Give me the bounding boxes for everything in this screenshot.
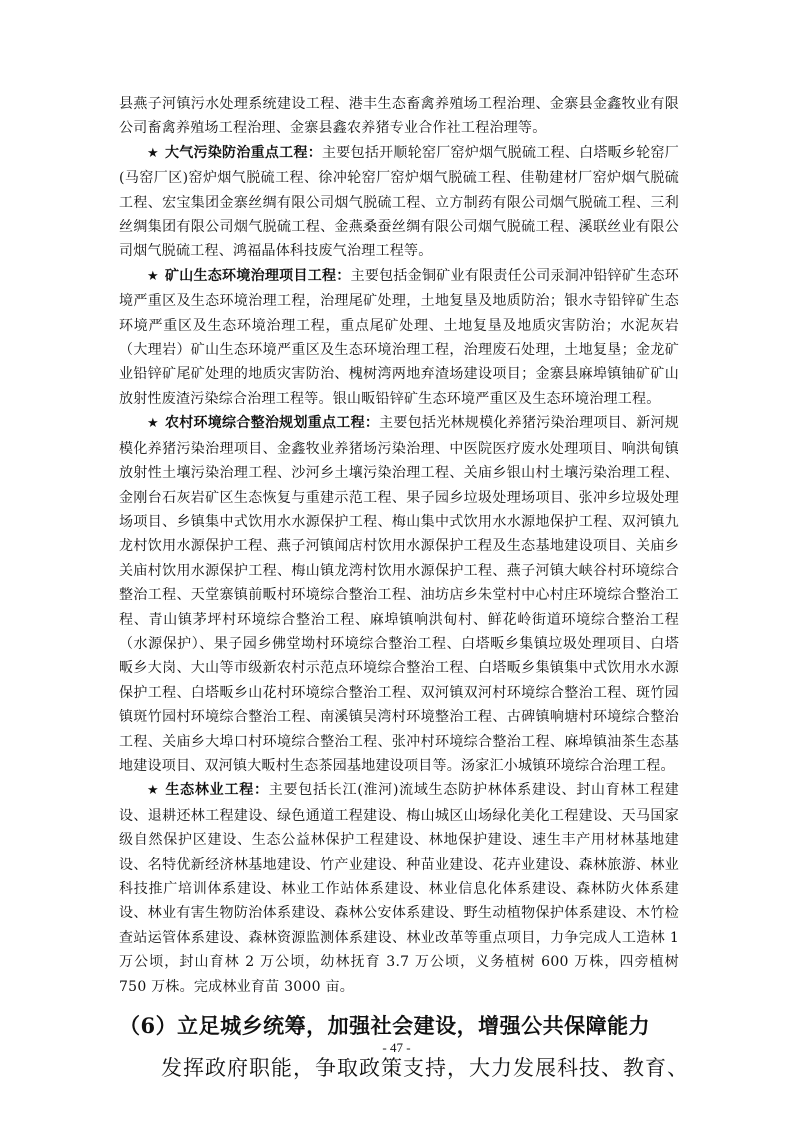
section-heading: （6）立足城乡统筹，加强社会建设，增强公共保障能力 bbox=[119, 1013, 651, 1039]
intro-paragraph bbox=[119, 92, 679, 141]
ecological-forestry-title: 生态林业工程： bbox=[165, 782, 269, 799]
star-bullet-icon: ★ bbox=[147, 145, 159, 161]
mine-ecology-text: 主要包括金铜矿业有限责任公司汞洞冲铅锌矿生态环境严重区及生态环境治理工程，治理尾矿处理，土地复垦及地质防治；银水寺铅锌矿生态环境严重区及生态环境治理工程，重点尾矿处理、土地复垦及地质灾害防治；水泥灰岩（大理岩）矿山生态环境严重区及生态环境治理工程，治理废石处理，土地复垦；金龙矿业铅锌矿尾矿处理的地质灾害防治、槐树湾两地弃渣场建设项目；金寨县麻埠镇铀矿矿山放射性废渣污染综合治理工程等。银山畈铅锌矿生态环境严重区及生态环境治理工程。 bbox=[119, 267, 680, 407]
intro-text: 县燕子河镇污水处理系统建设工程、港丰生态畜禽养殖场工程治理、金寨县金鑫牧业有限公司畜禽养殖场工程治理、金寨县鑫农养猪专业合作社工程治理等。 bbox=[119, 96, 679, 137]
document-page bbox=[119, 92, 689, 1083]
ecological-forestry-paragraph bbox=[119, 778, 679, 999]
air-pollution-title: 大气污染防治重点工程： bbox=[164, 144, 323, 161]
air-pollution-text: 主要包括开顺轮窑厂窑炉烟气脱硫工程、白塔畈乡轮窑厂(马窑厂区)窑炉烟气脱硫工程、徐冲轮窑厂窑炉烟气脱硫工程、佳勒建材厂窑炉烟气脱硫工程、宏宝集团金寨丝绸有限公司烟气脱硫工程、立方制药有限公司烟气脱硫工程、三利丝绸集团有限公司烟气脱硫工程、金燕桑蚕丝绸有限公司烟气脱硫工程、溪联丝业有限公司烟气脱硫工程、鸿福晶体科技废气治理工程等。 bbox=[119, 144, 680, 260]
page-number: - 47 - bbox=[382, 1040, 411, 1055]
star-bullet-icon: ★ bbox=[147, 416, 159, 432]
star-bullet-icon: ★ bbox=[147, 268, 159, 284]
mine-ecology-paragraph bbox=[119, 264, 679, 411]
rural-environment-title: 农村环境综合整治规划重点工程： bbox=[164, 415, 380, 432]
body-text: 发挥政府职能，争取政策支持，大力发展科技、教育、 bbox=[161, 1056, 689, 1081]
rural-environment-paragraph bbox=[119, 411, 679, 778]
star-bullet-icon: ★ bbox=[147, 783, 160, 799]
rural-environment-text: 主要包括光林规模化养猪污染治理项目、新河规模化养猪污染治理项目、金鑫牧业养猪场污染治理、中医院医疗废水处理项目、响洪甸镇放射性土壤污染治理工程、沙河乡土壤污染治理工程、关庙乡银山村土壤污染治理工程、金刚台石灰岩矿区生态恢复与重建示范工程、果子园乡垃圾处理场项目、张冲乡垃圾处理场项目、乡镇集中式饮用水水源保护工程、梅山集中式饮用水水源地保护工程、双河镇九龙村饮用水源保护工程、燕子河镇闻店村饮用水源保护工程及生态基地建设项目、关庙乡关庙村饮用水源保护工程、梅山镇龙湾村饮用水源保护工程、燕子河镇大峡谷村环境综合整治工程、天堂寨镇前畈村环境综合整治工程、油坊店乡朱堂村中心村庄环境综合整治工程、青山镇茅坪村环境综合整治工程、麻埠镇响洪甸村、鲜花岭街道环境综合整治工程（水源保护）、果子园乡佛堂坳村环境综合整治工程、白塔畈乡集镇垃圾处理项目、白塔畈乡大岗、大山等市级新农村示范点环境综合整治工程、白塔畈乡集镇集中式饮用水水源保护工程、白塔畈乡山花村环境综合整治工程、双河镇双河村环境综合整治工程、斑竹园镇斑竹园村环境综合整治工程、南溪镇吴湾村环境整治工程、古碑镇响塘村环境综合整治工程、关庙乡大埠口村环境综合整治工程、张冲村环境综合整治工程、麻埠镇油茶生态基地建设项目、双河镇大畈村生态茶园基地建设项目等。汤家汇小城镇环境综合治理工程。 bbox=[119, 415, 680, 774]
air-pollution-paragraph bbox=[119, 141, 679, 264]
mine-ecology-title: 矿山生态环境治理项目工程： bbox=[164, 267, 351, 284]
ecological-forestry-text: 主要包括长江(淮河)流域生态防护林体系建设、封山育林工程建设、退耕还林工程建设、绿色通道工程建设、梅山城区山场绿化美化工程建设、天马国家级自然保护区建设、生态公益林保护工程建设、林地保护建设、速生丰产用材林基地建设、名特优新经济林基地建设、竹产业建设、种苗业建设、花卉业建设、森林旅游、林业科技推广培训体系建设、林业工作站体系建设、林业信息化体系建设、森林防火体系建设、林业有害生物防治体系建设、森林公安体系建设、野生动植物保护体系建设、木竹检查站运管体系建设、森林资源监测体系建设、林业改革等重点项目，力争完成人工造林 1 万公顷，封山育林 2 万公顷，幼林抚育 3.7 万公顷，义务植树 600 万株，四旁植树 750 万株。完成林业育苗 3000 亩。 bbox=[119, 782, 679, 995]
